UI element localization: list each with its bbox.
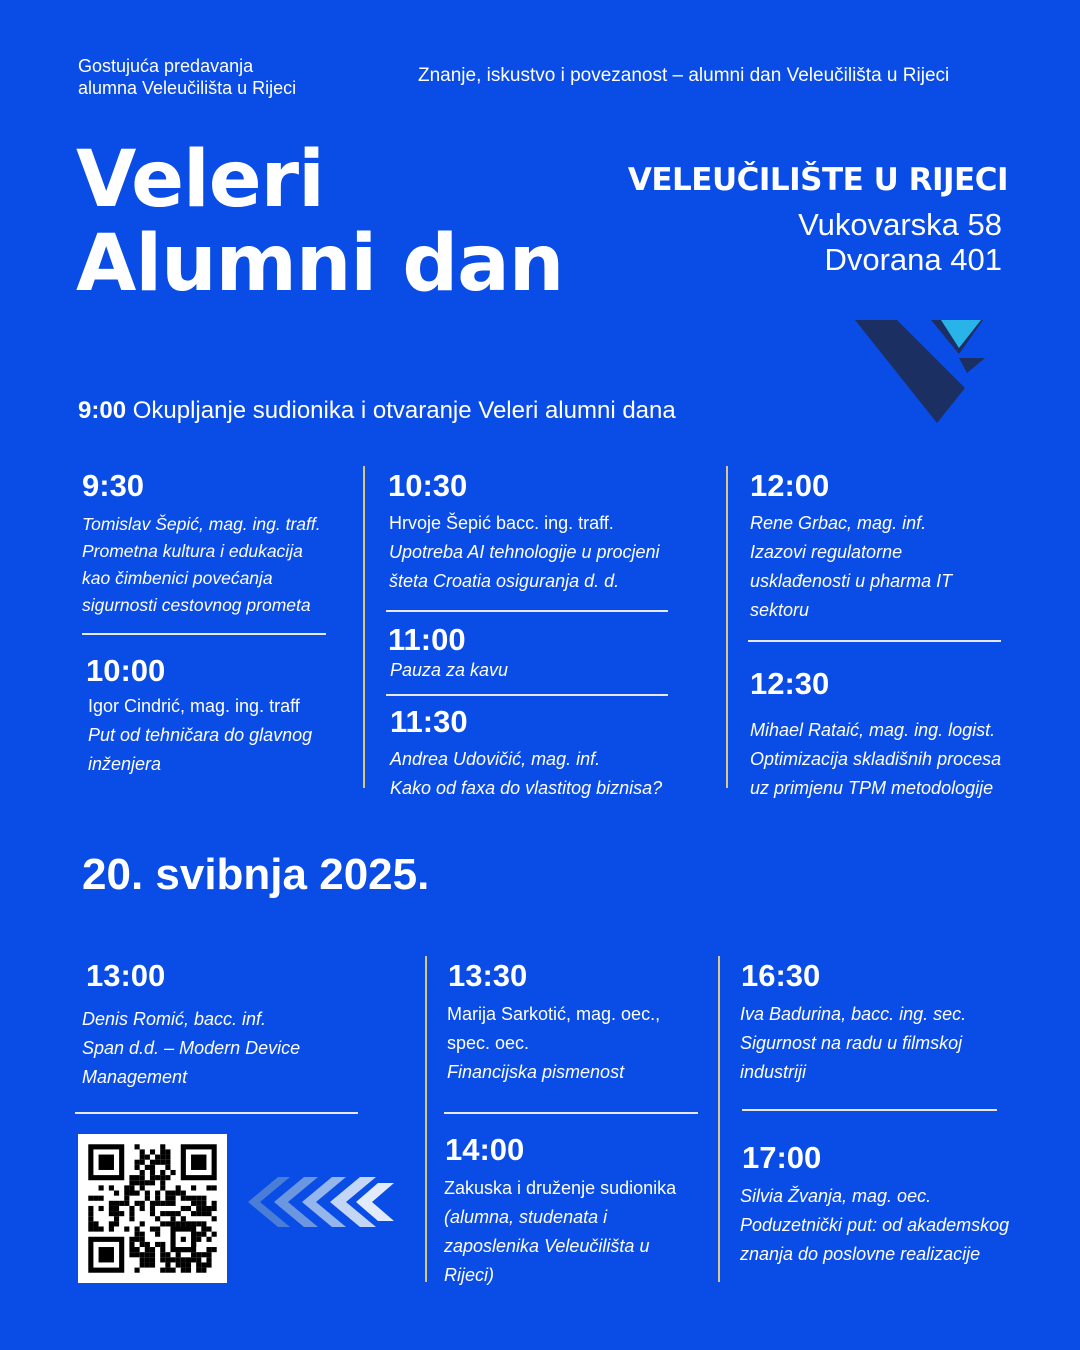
session-topic: Upotreba AI tehnologije u procjeni (389, 542, 660, 562)
session-topic: Management (82, 1067, 188, 1087)
session-topic: Kako od faxa do vlastitog biznisa? (390, 778, 663, 798)
session-time: 13:00 (86, 958, 166, 993)
institution-name: VELEUČILIŠTE U RIJECI (627, 162, 1008, 198)
session-details (447, 1000, 660, 1087)
session-details (82, 1005, 300, 1092)
session-topic: kao čimbenici povećanja (82, 568, 273, 588)
session-time: 17:00 (742, 1140, 822, 1175)
intro-line (78, 397, 676, 425)
session-speaker: Igor Cindrić, mag. ing. traff (88, 696, 300, 716)
qr-code-container[interactable] (78, 1134, 227, 1283)
session-topic: šteta Croatia osiguranja d. d. (389, 571, 620, 591)
session-speaker: Denis Romić, bacc. inf. (82, 1009, 267, 1029)
session-details (390, 745, 662, 803)
session-time: 12:30 (750, 666, 830, 701)
title-line-1: Veleri (76, 135, 324, 225)
page-title (76, 135, 564, 309)
session-time: 14:00 (445, 1132, 525, 1167)
session-topic: znanja do poslovne realizacije (740, 1244, 981, 1264)
session-details (750, 716, 1001, 803)
session-topic: (alumna, studenata i (444, 1207, 608, 1227)
divider (386, 694, 668, 696)
session-topic: Optimizacija skladišnih procesa (750, 749, 1002, 769)
session-speaker: Tomislav Šepić, mag. ing. traff. (82, 514, 321, 534)
session-time: 12:00 (750, 468, 830, 503)
session-speaker: Iva Badurina, bacc. ing. sec. (740, 1004, 967, 1024)
session-details (88, 692, 312, 779)
event-date: 20. svibnja 2025. (82, 850, 430, 899)
session-topic: Poduzetnički put: od akademskog (740, 1215, 1010, 1235)
session-speaker: spec. oec. (447, 1033, 530, 1053)
session-topic: zaposlenika Veleučilišta u (444, 1236, 650, 1256)
divider (82, 633, 326, 635)
divider (75, 1112, 358, 1114)
subtitle-line-2: alumna Veleučilišta u Rijeci (78, 78, 297, 98)
column-divider (726, 466, 728, 788)
session-topic: Prometna kultura i edukacija (82, 541, 303, 561)
session-details (82, 511, 321, 619)
session-speaker: Rene Grbac, mag. inf. (750, 513, 927, 533)
session-topic: Sigurnost na radu u filmskoj (740, 1033, 963, 1053)
divider (742, 1109, 997, 1111)
chevrons-left-icon (248, 1173, 394, 1231)
intro-time: 9:00 (78, 397, 127, 424)
event-subtitle (78, 55, 296, 99)
session-time: 10:30 (388, 468, 468, 503)
veleri-logo-icon (855, 320, 990, 425)
session-time: 11:30 (390, 704, 468, 739)
subtitle-line-1: Gostujuća predavanja (78, 56, 254, 76)
column-divider (718, 956, 720, 1282)
session-details (390, 656, 508, 685)
session-time: 9:30 (82, 468, 145, 503)
session-topic: industriji (740, 1062, 807, 1082)
session-topic: sektoru (750, 600, 810, 620)
session-topic: Zakuska i druženje sudionika (444, 1178, 677, 1198)
session-details (740, 1000, 966, 1087)
divider (748, 640, 1001, 642)
session-time: 11:00 (388, 622, 466, 657)
session-speaker: Andrea Udovičić, mag. inf. (390, 749, 601, 769)
venue-address (798, 207, 1002, 277)
session-details (444, 1174, 676, 1290)
column-divider (363, 466, 365, 788)
session-topic: sigurnosti cestovnog prometa (82, 595, 311, 615)
session-details (750, 509, 952, 625)
session-topic: Put od tehničara do glavnog (88, 725, 313, 745)
divider (386, 610, 668, 612)
qr-code-icon (78, 1134, 227, 1283)
session-speaker: Marija Sarkotić, mag. oec., (447, 1004, 661, 1024)
intro-text: Okupljanje sudionika i otvaranje Veleri alumni dana (132, 397, 676, 424)
session-time: 10:00 (86, 653, 166, 688)
venue-street: Vukovarska 58 (798, 207, 1002, 242)
session-details (740, 1182, 1009, 1269)
session-topic: Izazovi regulatorne (750, 542, 903, 562)
divider (444, 1112, 698, 1114)
session-topic: usklađenosti u pharma IT (750, 571, 953, 591)
session-time: 13:30 (448, 958, 528, 993)
event-tagline: Znanje, iskustvo i povezanost – alumni dan Veleučilišta u Rijeci (418, 65, 950, 86)
venue-room: Dvorana 401 (824, 242, 1002, 277)
session-topic: uz primjenu TPM metodologije (750, 778, 994, 798)
session-topic: inženjera (88, 754, 162, 774)
session-topic: Financijska pismenost (447, 1062, 625, 1082)
session-speaker: Silvia Žvanja, mag. oec. (740, 1186, 932, 1206)
session-details (389, 509, 660, 596)
session-time: 16:30 (741, 958, 821, 993)
session-topic: Rijeci) (444, 1265, 495, 1285)
title-line-2: Alumni dan (76, 219, 564, 309)
session-speaker: Hrvoje Šepić bacc. ing. traff. (389, 513, 614, 533)
column-divider (425, 956, 427, 1282)
session-topic: Span d.d. – Modern Device (82, 1038, 301, 1058)
session-topic: Pauza za kavu (390, 660, 509, 680)
session-speaker: Mihael Rataić, mag. ing. logist. (750, 720, 996, 740)
